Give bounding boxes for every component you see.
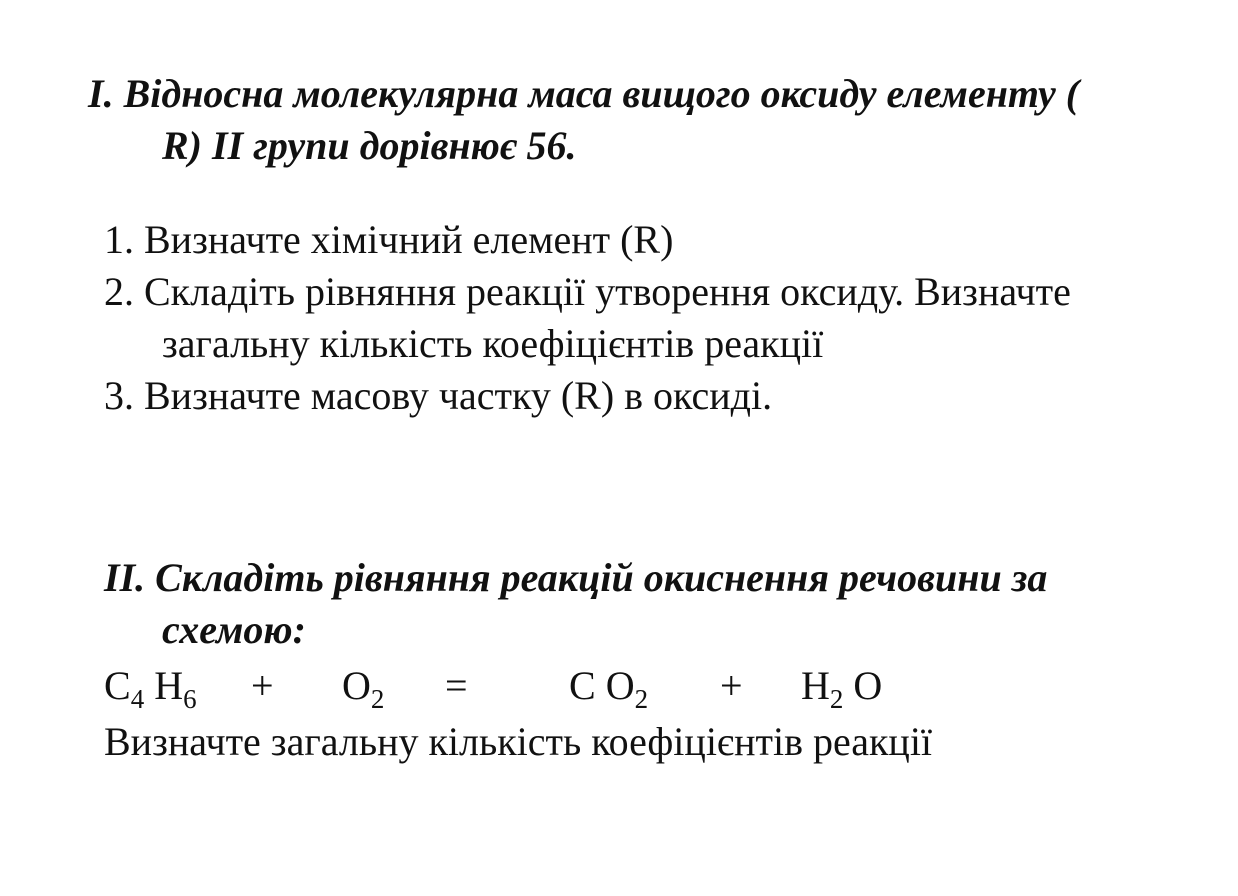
task1-item-1: 1. Визначте хімічний елемент (R) xyxy=(104,217,674,262)
subscript-o: 2 xyxy=(370,684,385,714)
formula-co2 xyxy=(569,660,648,712)
formula-o2 xyxy=(342,660,384,712)
task1-heading-line2: R) II групи дорівнює 56. xyxy=(162,123,577,168)
task1-item-2: 2. Складіть рівняння реакції утворення оксиду. Визначте xyxy=(104,269,1071,314)
task2-heading-line1: II. Складіть рівняння реакцій окиснення речовини за xyxy=(104,555,1048,600)
symbol-c: C xyxy=(104,663,131,708)
symbol-h2o-h: H xyxy=(801,663,830,708)
subscript-h: 6 xyxy=(183,684,197,714)
task1-heading-line1: I. Відносна молекулярна маса вищого оксиду елементу ( xyxy=(88,71,1080,116)
plus-sign-2: + xyxy=(720,663,743,708)
subscript-c: 4 xyxy=(130,684,145,714)
subscript-co2: 2 xyxy=(634,684,649,714)
formula-c4h6 xyxy=(104,660,197,712)
symbol-co2-o: O xyxy=(605,663,635,708)
task1-item-2-continuation: загальну кількість коефіцієнтів реакції xyxy=(162,321,824,366)
task2-heading-line2: схемою: xyxy=(162,607,306,652)
symbol-h: H xyxy=(154,663,184,708)
task2-instruction: Визначте загальну кількість коефіцієнтів реакції xyxy=(104,719,933,764)
symbol-o: O xyxy=(342,663,371,708)
formula-h2o xyxy=(801,660,882,712)
task1-item-3: 3. Визначте масову частку (R) в оксиді. xyxy=(104,373,773,418)
symbol-co2-c: C xyxy=(569,663,596,708)
equals-sign: = xyxy=(445,663,468,708)
symbol-h2o-o: O xyxy=(853,663,883,708)
subscript-h2o: 2 xyxy=(829,684,844,714)
plus-sign-1: + xyxy=(251,663,274,708)
